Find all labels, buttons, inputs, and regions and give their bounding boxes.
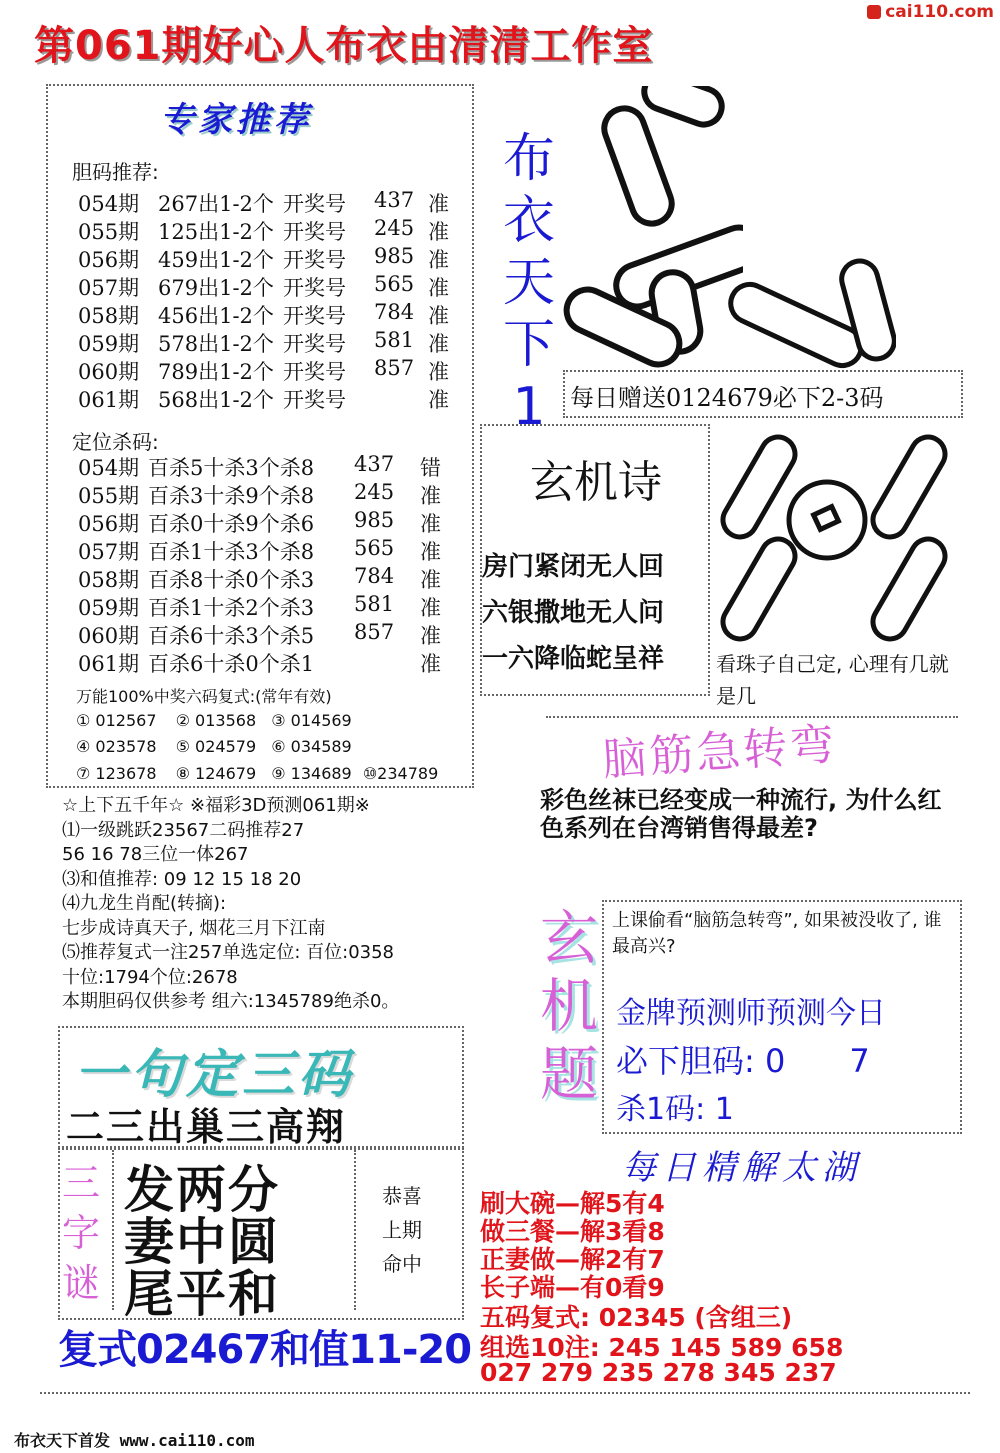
pick: 125出1-2个 xyxy=(158,220,274,244)
poem-line: 一六降临蛇呈祥 xyxy=(482,644,665,674)
pick: 百杀8十杀0个杀3 xyxy=(148,568,315,592)
divider xyxy=(40,1392,970,1394)
gold-line: 必下胆码: 0 7 xyxy=(616,1042,870,1080)
issue: 056期 xyxy=(78,512,140,536)
combo-line: 复式02467和值11-20 xyxy=(58,1327,472,1373)
vertical-char: 题 xyxy=(539,1040,598,1108)
draw-label: 开奖号 xyxy=(283,220,346,244)
result: 准 xyxy=(420,512,441,536)
issue: 059期 xyxy=(78,332,140,356)
combo-code: ⑧ 124679 xyxy=(175,764,257,783)
result: 准 xyxy=(428,220,449,244)
issue: 058期 xyxy=(78,568,140,592)
site-logo-text: cai110.com xyxy=(885,2,994,22)
pick: 百杀0十杀9个杀6 xyxy=(148,512,315,536)
result: 准 xyxy=(428,332,449,356)
footer[interactable]: 布衣天下首发 www.cai110.com xyxy=(14,1431,255,1450)
congrats-text: 恭喜 xyxy=(382,1184,422,1208)
issue: 055期 xyxy=(78,220,140,244)
issue: 060期 xyxy=(78,360,140,384)
pick: 百杀6十杀0个杀1 xyxy=(148,652,315,676)
bead-shape xyxy=(867,431,951,543)
draw-number: 985 xyxy=(354,508,395,532)
sentence-text: 二三出巢三高翔 xyxy=(66,1105,347,1149)
result: 准 xyxy=(420,568,441,592)
draw-number: 857 xyxy=(354,620,395,644)
draw-number: 985 xyxy=(374,244,415,268)
combo-code: ① 012567 xyxy=(76,711,157,730)
poem-title: 玄机诗 xyxy=(530,457,662,508)
riddle-label-char: 三 xyxy=(62,1161,101,1205)
kill-code-table xyxy=(78,452,468,680)
draw-number: 437 xyxy=(374,188,415,212)
issue: 054期 xyxy=(78,192,140,216)
draw-number: 245 xyxy=(354,480,395,504)
taihu-line: 长子端—有0看9 xyxy=(480,1273,665,1302)
result: 准 xyxy=(420,652,441,676)
combo-code: ⑩234789 xyxy=(362,764,439,783)
butian-vertical-title xyxy=(498,128,560,438)
draw-number: 857 xyxy=(374,356,415,380)
universal-label: 万能100%中奖六码复式:(常年有效) xyxy=(76,687,332,706)
combo-code: ② 013568 xyxy=(175,711,257,730)
draw-label: 开奖号 xyxy=(283,276,346,300)
draw-number: 565 xyxy=(374,272,415,296)
sentence-heading: 一句定三码 xyxy=(74,1044,355,1105)
taihu-line: 刷大碗—解5有4 xyxy=(480,1189,665,1218)
combo-code: ⑨ 134689 xyxy=(271,764,352,783)
poem-line: 六银撒地无人问 xyxy=(482,598,665,628)
universal-row xyxy=(76,737,352,756)
tip-line: 56 16 78三位一体267 xyxy=(62,844,249,865)
pick: 百杀1十杀3个杀8 xyxy=(148,540,315,564)
poem-line: 房门紧闭无人回 xyxy=(482,552,665,582)
congrats-text: 命中 xyxy=(382,1252,422,1276)
draw-number: 784 xyxy=(374,300,415,324)
pick: 459出1-2个 xyxy=(158,248,274,272)
riddle-label xyxy=(62,1158,102,1308)
pick: 百杀5十杀3个杀8 xyxy=(148,456,315,480)
gold-line: 金牌预测师预测今日 xyxy=(616,996,886,1031)
pick: 267出1-2个 xyxy=(158,192,274,216)
result: 准 xyxy=(420,484,441,508)
result: 错 xyxy=(420,456,441,480)
draw-label: 开奖号 xyxy=(283,360,346,384)
result: 准 xyxy=(428,192,449,216)
result: 准 xyxy=(428,360,449,384)
bead-figure-coin xyxy=(712,424,962,644)
riddle-lines xyxy=(112,1150,356,1323)
bead-figure-large xyxy=(563,86,743,371)
vertical-char: 布 xyxy=(502,129,555,189)
draw-label: 开奖号 xyxy=(283,388,346,412)
result: 准 xyxy=(420,596,441,620)
vertical-char: 1 xyxy=(512,377,546,437)
draw-label: 开奖号 xyxy=(283,248,346,272)
vertical-char: 天 xyxy=(502,253,555,313)
pick: 百杀1十杀2个杀3 xyxy=(148,596,315,620)
draw-number: 565 xyxy=(354,536,395,560)
issue: 055期 xyxy=(78,484,140,508)
taihu-line: 正妻做—解2有7 xyxy=(480,1245,665,1274)
issue: 061期 xyxy=(78,388,140,412)
pick: 百杀3十杀9个杀8 xyxy=(148,484,315,508)
combo-code: ⑦ 123678 xyxy=(76,764,157,783)
bead-shape xyxy=(867,533,951,644)
tip-line: ⑶和值推荐: 09 12 15 18 20 xyxy=(62,868,302,890)
combo-code: ③ 014569 xyxy=(271,711,352,730)
tip-line: 十位:1794个位:2678 xyxy=(62,966,238,988)
result: 准 xyxy=(428,276,449,300)
tip-line: ⑴一级跳跃23567二码推荐27 xyxy=(62,819,305,841)
issue: 059期 xyxy=(78,596,140,620)
combo-code: ⑥ 034589 xyxy=(271,737,352,756)
page-title: 第061期好心人布衣由清清工作室 xyxy=(34,23,654,68)
congrats-text: 上期 xyxy=(382,1218,422,1242)
draw-number: 581 xyxy=(354,592,395,616)
taihu-line: 组选10注: 245 145 589 658 xyxy=(480,1333,844,1362)
tip-line: ⑷九龙生肖配(转摘): xyxy=(62,893,227,914)
kill-code-label: 定位杀码: xyxy=(72,430,159,454)
bead-note: 看珠子自己定, 心理有几就是几 xyxy=(716,652,949,708)
vertical-char: 衣 xyxy=(502,191,555,251)
puzzle-question: 上课偷看“脑筋急转弯”, 如果被没收了, 谁最高兴? xyxy=(612,910,942,957)
riddle-label-char: 字 xyxy=(62,1211,101,1255)
taihu-heading: 每日精解太湖 xyxy=(622,1148,862,1188)
riddle-line: 发两分 xyxy=(124,1160,280,1219)
riddle-line: 尾平和 xyxy=(124,1264,280,1323)
taihu-line: 五码复式: 02345 (含组三) xyxy=(480,1303,793,1332)
draw-number: 581 xyxy=(374,328,415,352)
issue: 060期 xyxy=(78,624,140,648)
twist-heading: 脑筋急转弯 xyxy=(600,718,839,787)
draw-label: 开奖号 xyxy=(283,192,346,216)
dan-code-table xyxy=(78,188,468,418)
bead-shape xyxy=(717,533,801,644)
gold-line: 杀1码: 1 xyxy=(616,1092,734,1127)
combo-code: ④ 023578 xyxy=(76,737,157,756)
issue: 058期 xyxy=(78,304,140,328)
expert-heading: 专家推荐 xyxy=(160,100,312,140)
universal-row xyxy=(76,764,438,783)
riddle-label-char: 谜 xyxy=(62,1261,101,1305)
bead-shape xyxy=(599,103,678,229)
riddle-line: 妻中圆 xyxy=(124,1212,280,1271)
puzzle-vertical-title xyxy=(534,904,604,1108)
vertical-char: 玄 xyxy=(539,904,598,972)
issue: 056期 xyxy=(78,248,140,272)
pick: 568出1-2个 xyxy=(158,388,274,412)
issue: 061期 xyxy=(78,652,140,676)
bead-shape xyxy=(639,86,726,130)
issue: 054期 xyxy=(78,456,140,480)
draw-number: 437 xyxy=(354,452,395,476)
logo-icon xyxy=(867,5,881,19)
bead-figure-small xyxy=(722,256,896,370)
dan-code-label: 胆码推荐: xyxy=(72,160,159,184)
vertical-char: 机 xyxy=(539,972,598,1040)
issue: 057期 xyxy=(78,276,140,300)
result: 准 xyxy=(420,624,441,648)
pick: 578出1-2个 xyxy=(158,332,274,356)
tip-line: 七步成诗真天子, 烟花三月下江南 xyxy=(62,917,326,939)
prediction-tips xyxy=(62,794,462,1015)
result: 准 xyxy=(420,540,441,564)
draw-number: 784 xyxy=(354,564,395,588)
combo-code: ⑤ 024579 xyxy=(175,737,257,756)
pick: 456出1-2个 xyxy=(158,304,274,328)
result: 准 xyxy=(428,248,449,272)
tip-line: 本期胆码仅供参考 组六:1345789绝杀0。 xyxy=(62,991,400,1012)
result: 准 xyxy=(428,388,449,412)
tip-line: ⑸推荐复式一注257单选定位: 百位:0358 xyxy=(62,942,395,963)
draw-label: 开奖号 xyxy=(283,304,346,328)
taihu-line: 027 279 235 278 345 237 xyxy=(480,1358,837,1387)
result: 准 xyxy=(428,304,449,328)
pick: 百杀6十杀3个杀5 xyxy=(148,624,315,648)
gift-line: 每日赠送0124679必下2-3码 xyxy=(570,384,884,412)
vertical-char: 下 xyxy=(502,315,555,375)
taihu-line: 做三餐—解3看8 xyxy=(480,1217,665,1246)
universal-row xyxy=(76,711,352,730)
issue: 057期 xyxy=(78,540,140,564)
draw-number: 245 xyxy=(374,216,415,240)
twist-text: 彩色丝袜已经变成一种流行, 为什么红色系列在台湾销售得最差? xyxy=(540,786,942,842)
draw-label: 开奖号 xyxy=(283,332,346,356)
pick: 679出1-2个 xyxy=(158,276,274,300)
site-logo[interactable] xyxy=(867,2,994,22)
tip-line: ☆上下五千年☆ ※福彩3D预测061期※ xyxy=(62,795,370,816)
pick: 789出1-2个 xyxy=(158,360,274,384)
